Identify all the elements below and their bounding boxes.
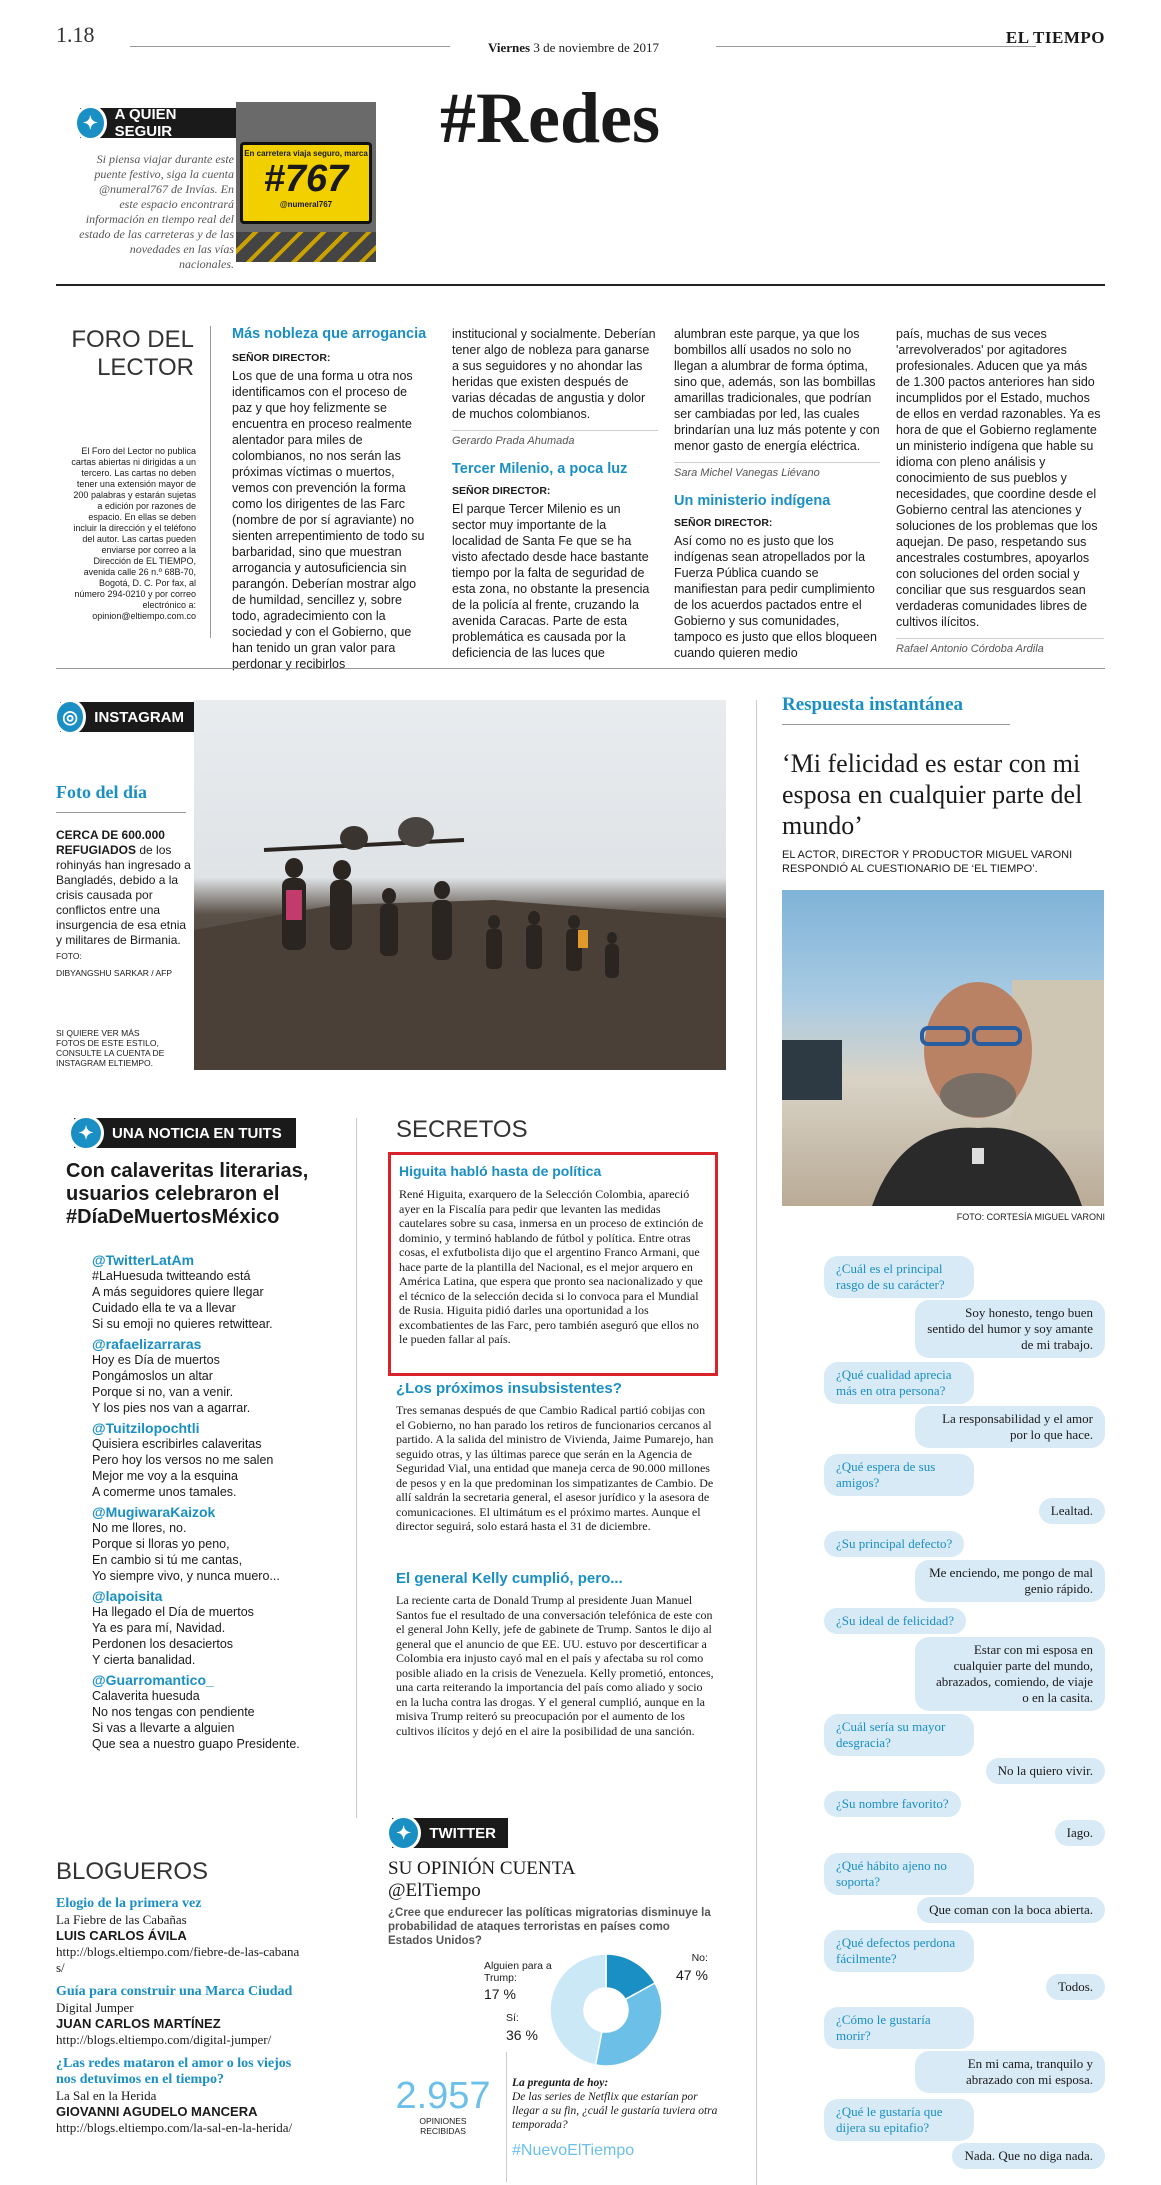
- foto-caption: [56, 828, 192, 981]
- blog-item: [56, 1984, 306, 2048]
- blog-list: [56, 1896, 306, 2144]
- blog-name: La Sal en la Herida: [56, 2088, 157, 2103]
- tuit-item: [92, 1252, 332, 1332]
- tuit-user[interactable]: @TwitterLatAm: [92, 1252, 195, 1268]
- secretos-title: SECRETOS: [396, 1116, 528, 1143]
- poll-label-no: No: 47 %: [676, 1952, 708, 1983]
- secreto-highlight-box: [388, 1152, 718, 1376]
- qa-question: ¿Cuál es el principal rasgo de su carácter?: [824, 1256, 974, 1298]
- letter-title: Más nobleza que arrogancia: [232, 326, 427, 342]
- tuits-vline: [356, 1118, 357, 1818]
- secreto-body: Tres semanas después de que Cambio Radical partió cobijas con el Gobierno, no han parado los retiros de funcionarios cercanos al partido. A la salida del ministro de Vivienda, Jaime Pumarejo, han seguido otras, y las últimas parece que serán en la Agencia de Seguridad Vial, una entidad que maneja cerca de 90.000 millones de pesos y en la que predominan los simpatizantes de Cambio. De allí saldrán la secretaria general, el asesor jurídico y la asesora de comunicaciones. El ultimátum es el próximo martes. Aunque el director seguirá, solo estará hasta el 31 de diciembre.: [396, 1403, 714, 1533]
- next-question-line: [506, 2052, 507, 2182]
- qa-answer: No la quiero vivir.: [986, 1758, 1105, 1784]
- letter-body: Los que de una forma u otra nos identificamos con el proceso de paz y que hoy felizmente se encuentra en proceso realmente alentador para miles de colombianos, no nos serán las próximas víctimas o muertos, vemos con prevención la forma como los dirigentes de las Farc (nombre de por sí agraviante) no sienten arrepentimiento de todo su barbaridad, sino que muestran arrogancia y autosuficiencia sin parangón. Deberían mostrar algo de humildad, sencillez y, sobre todo, agradecimiento con la sociedad y con el Gobierno, que han tenido un gran valor para perdonar y recibirlos: [232, 369, 425, 671]
- qa-answer: Soy honesto, tengo buen sentido del humor y soy amante de mi trabajo.: [915, 1300, 1105, 1358]
- poll-donut: [546, 1950, 666, 2070]
- tuit-user[interactable]: @Tuitzilopochtli: [92, 1420, 200, 1436]
- sign-handle: @numeral767: [279, 200, 333, 209]
- letter-signature: Gerardo Prada Ahumada: [452, 430, 658, 447]
- poll-count-number: 2.957: [395, 2075, 491, 2117]
- section-title: #Redes: [440, 78, 660, 158]
- tuit-line: En cambio si tú me cantas,: [92, 1553, 243, 1567]
- tuit-user[interactable]: @MugiwaraKaizok: [92, 1504, 216, 1520]
- qa-answer: Nada. Que no diga nada.: [952, 2143, 1105, 2169]
- qa-answer: La responsabilidad y el amor por lo que hace.: [915, 1406, 1105, 1448]
- sign-top-text: En carretera viaja seguro, marca: [244, 149, 368, 158]
- refugees-photo: [194, 700, 726, 1070]
- tuit-line: Ya es para mí, Navidad.: [92, 1621, 226, 1635]
- blog-item: [56, 2056, 306, 2136]
- qa-answer: Iago.: [1055, 1820, 1105, 1846]
- foto-line: [56, 812, 186, 813]
- tuit-line: Porque si lloras yo peno,: [92, 1537, 230, 1551]
- tuit-line: Perdonen los desaciertos: [92, 1637, 234, 1651]
- poll-question: ¿Cree que endurecer las políticas migratorias disminuye la probabilidad de ataques terroristas en países como Estados Unidos?: [388, 1907, 711, 1947]
- blog-title[interactable]: Elogio de la primera vez: [56, 1896, 202, 1911]
- tuit-line: Quisiera escribirles calaveritas: [92, 1437, 262, 1451]
- foto-credit: DIBYANGSHU SARKAR / AFP: [56, 968, 173, 978]
- hashtag: #NuevoElTiempo: [512, 2142, 635, 2159]
- letter-salutation: SEÑOR DIRECTOR:: [674, 517, 773, 529]
- letter-col-1: [232, 326, 430, 672]
- tuit-line: A más seguidores quiere llegar: [92, 1285, 264, 1299]
- qa-question: ¿Qué defectos perdona fácilmente?: [824, 1930, 974, 1972]
- tuit-line: Yo siempre vivo, y nunca muero...: [92, 1569, 280, 1583]
- tuit-line: A comerme unos tamales.: [92, 1485, 237, 1499]
- blog-url[interactable]: http://blogs.eltiempo.com/digital-jumper/: [56, 2032, 272, 2047]
- blog-url[interactable]: http://blogs.eltiempo.com/la-sal-en-la-herida/: [56, 2120, 293, 2135]
- letter-signature: Sara Michel Vanegas Liévano: [674, 462, 880, 479]
- letter-title: Un ministerio indígena: [674, 493, 831, 509]
- twitter-badge: ✦ TWITTER: [392, 1818, 508, 1848]
- tuit-line: Calaverita huesuda: [92, 1689, 200, 1703]
- instagram-icon: ◎: [54, 699, 86, 735]
- foto-caption-bold: CERCA DE 600.000 REFUGIADOS: [56, 828, 165, 857]
- varoni-photo: [782, 890, 1104, 1206]
- secreto-title: ¿Los próximos insubsistentes?: [396, 1380, 622, 1397]
- sign-number: #767: [263, 158, 349, 200]
- tuit-line: Si su emoji no quieres retwittear.: [92, 1317, 273, 1331]
- respuesta-kicker-line: [782, 724, 1010, 725]
- blog-author: LUIS CARLOS ÁVILA: [56, 1928, 187, 1943]
- foro-title: FORO DEL LECTOR: [71, 326, 194, 381]
- blog-item: [56, 1896, 306, 1976]
- qa-question: ¿Qué le gustaría que dijera su epitafio?: [824, 2099, 974, 2141]
- blog-title[interactable]: Guía para construir una Marca Ciudad: [56, 1984, 293, 1999]
- respuesta-dek: EL ACTOR, DIRECTOR Y PRODUCTOR MIGUEL VARONI RESPONDIÓ AL CUESTIONARIO DE ‘EL TIEMPO’.: [782, 849, 1073, 875]
- twitter-bird-icon: ✦: [68, 1115, 104, 1151]
- secreto-body: René Higuita, exarquero de la Selección Colombia, apareció ayer en la Fiscalía para pedir que levanten las medidas cautelares sobre su casa, inmersa en un proceso de extinción de dominio, y terminó hablando de fútbol y política. Entre otras cosas, el exfutbolista dijo que el argentino Franco Armani, que hace parte de la plantilla del Nacional, es el mejor arquero en América Latina, que espera que pronto sea nacionalizado y que el técnico de la selección decida si lo convoca para el Mundial de Rusia. Higuita pidió darles una oportunidad a los excombatientes de las Farc, pero también aseguró que ellos no le pueden fallar al país.: [399, 1187, 704, 1346]
- qa-question: ¿Qué cualidad aprecia más en otra persona?: [824, 1362, 974, 1404]
- secreto-body: La reciente carta de Donald Trump al presidente Juan Manuel Santos fue el resultado de una conversación telefónica de este con el general John Kelly, jefe de gabinete de Trump. Santos le dijo al general que el anuncio de que EE. UU. estuvo por descertificar a Colombia era injusto cayó mal en el país y afectaba su rol como posible aliado en la crisis de Venezuela. Kelly prometió, entonces, una carta reiterando la importancia del país como aliado y socio en la lucha contra las drogas. Y el general cumplió, aunque en la misiva Trump reiteró su preocupación por el aumento de los cultivos ilícitos y dejó en el aire la posibilidad de una sanción.: [396, 1593, 714, 1738]
- tuit-line: Que sea a nuestro guapo Presidente.: [92, 1737, 300, 1751]
- letter-body: El parque Tercer Milenio es un sector muy importante de la localidad de Santa Fe que se ha visto afectado desde hace bastante tiempo por la falta de seguridad de esta zona, no obstante la presencia de la policía al frente, cruzando la avenida Caracas. Parte de esta problemática es causada por la deficiencia de las luces que: [452, 502, 650, 660]
- header-divider: [56, 284, 1105, 286]
- instagram-note: SI QUIERE VER MÁS FOTOS DE ESTE ESTILO, CONSULTE LA CUENTA DE INSTAGRAM ELTIEMPO.: [56, 1028, 165, 1068]
- tuit-line: #LaHuesuda twitteando está: [92, 1269, 251, 1283]
- tuit-line: No me llores, no.: [92, 1521, 187, 1535]
- letter-title: Tercer Milenio, a poca luz: [452, 461, 628, 477]
- tuit-line: Y cierta banalidad.: [92, 1653, 196, 1667]
- letter-salutation: SEÑOR DIRECTOR:: [452, 485, 551, 497]
- letter-body: alumbran este parque, ya que los bombillos allí usados no solo no llegan a alumbrar de forma óptima, sino que, además, son las bombillas amarillas tradicionales, que podrían ser cambiadas por led, las cuales brindarían una luz más potente y con menor gasto de energía eléctrica.: [674, 327, 880, 453]
- tuit-item: [92, 1336, 332, 1416]
- tuit-line: Hoy es Día de muertos: [92, 1353, 220, 1367]
- blog-url[interactable]: http://blogs.eltiempo.com/fiebre-de-las-cabanas/: [56, 1944, 300, 1975]
- secreto-title: El general Kelly cumplió, pero...: [396, 1570, 623, 1587]
- blog-author: GIOVANNI AGUDELO MANCERA: [56, 2104, 258, 2119]
- qa-question: ¿Su nombre favorito?: [824, 1791, 961, 1817]
- page-number: 1.18: [56, 22, 95, 47]
- respuesta-vline: [756, 700, 757, 2185]
- letter-body: Así como no es justo que los indígenas sean atropellados por la Fuerza Pública cuando se manifiestan para pedir cumplimiento de los acuerdos pactados entre el Gobierno y sus comunidades, tampoco es justo que ellos bloqueen cuando quieren medio: [674, 534, 877, 660]
- letter-salutation: SEÑOR DIRECTOR:: [232, 352, 331, 364]
- secreto-3: [396, 1570, 716, 1738]
- tuits-badge: ✦ UNA NOTICIA EN TUITS: [74, 1118, 296, 1148]
- blog-name: Digital Jumper: [56, 2000, 134, 2015]
- foto-title: Foto del día: [56, 782, 148, 802]
- secreto-title: Higuita habló hasta de política: [399, 1163, 602, 1179]
- qa-question: ¿Su ideal de felicidad?: [824, 1608, 966, 1634]
- tuit-item: [92, 1420, 332, 1500]
- tuit-user[interactable]: @rafaelizarraras: [92, 1336, 202, 1352]
- poll-slice-2: [550, 1954, 606, 2065]
- varoni-photo-credit: FOTO: CORTESÍA MIGUEL VARONI: [956, 1212, 1105, 1222]
- instagram-badge: ◎ INSTAGRAM: [60, 702, 196, 732]
- tuit-line: Pero hoy los versos no me salen: [92, 1453, 274, 1467]
- tuit-item: [92, 1588, 332, 1668]
- foto-label: FOTO:: [56, 951, 82, 961]
- tuit-item: [92, 1672, 332, 1752]
- letter-body: institucional y socialmente. Deberían tener algo de nobleza para ganarse a sus seguidores y no ahondar las heridas que existen después de varias décadas de angustia y dolor de muchos colombianos.: [452, 327, 656, 421]
- tuits-headline: Con calaveritas literarias, usuarios celebraron el #DíaDeMuertosMéxico: [66, 1160, 309, 1228]
- blog-author: JUAN CARLOS MARTÍNEZ: [56, 2016, 221, 2031]
- next-question: La pregunta de hoy: De las series de Netflix que estarían por llegar a su fin, ¿cuál le gustaría tuviera otra temporada?: [512, 2077, 718, 2131]
- tuit-line: Y los pies nos van a agarrar.: [92, 1401, 251, 1415]
- tuit-line: Pongámoslos un altar: [92, 1369, 213, 1383]
- blog-title[interactable]: ¿Las redes mataron el amor o los viejos nos detuvimos en el tiempo?: [56, 2056, 292, 2087]
- qa-answer: En mi cama, tranquilo y abrazado con mi esposa.: [915, 2051, 1105, 2093]
- twitter-bird-icon: ✦: [74, 105, 107, 141]
- poll-label-si: Sí: 36 %: [506, 2012, 538, 2043]
- qa-question: ¿Qué espera de sus amigos?: [824, 1454, 974, 1496]
- qa-answer: Lealtad.: [1039, 1498, 1105, 1524]
- tuit-line: Cuidado ella te va a llevar: [92, 1301, 236, 1315]
- foro-vline: [210, 326, 211, 638]
- header-date: Viernes 3 de noviembre de 2017: [488, 40, 660, 55]
- header-rule-right: [716, 46, 1036, 47]
- respuesta-headline: ‘Mi felicidad es estar con mi esposa en cualquier parte del mundo’: [782, 749, 1083, 840]
- qa-answer: Que coman con la boca abierta.: [917, 1897, 1105, 1923]
- poll-label-trump: Alguien para a Trump: 17 %: [484, 1960, 552, 2002]
- letter-signature: Rafael Antonio Córdoba Ardila: [896, 638, 1104, 655]
- tuit-line: Si vas a llevarte a alguien: [92, 1721, 235, 1735]
- qa-question: ¿Su principal defecto?: [824, 1531, 964, 1557]
- letter-col-3: [674, 326, 880, 661]
- follow-text: Si piensa viajar durante este puente festivo, siga la cuenta @numeral767 de Invías. En este espacio encontrará información en tiempo real del estado de las carreteras y de las novedades en las vías nacionales.: [79, 152, 234, 271]
- header-rule-left: [130, 46, 450, 47]
- poll-count: 2.957 OPINIONES RECIBIDAS: [390, 2076, 496, 2136]
- qa-question: ¿Qué hábito ajeno no soporta?: [824, 1853, 974, 1895]
- tuit-user[interactable]: @lapoisita: [92, 1588, 163, 1604]
- qa-question: ¿Cuál sería su mayor desgracia?: [824, 1714, 974, 1756]
- follow-sign-image: [236, 102, 376, 262]
- tuit-line: Ha llegado el Día de muertos: [92, 1605, 254, 1619]
- qa-question: ¿Cómo le gustaría morir?: [824, 2007, 974, 2049]
- tuit-user[interactable]: @Guarromantico_: [92, 1672, 214, 1688]
- qa-answer: Estar con mi esposa en cualquier parte del mundo, abrazados, comiendo, de viaje o en la casita.: [915, 1637, 1105, 1711]
- letter-col-2: [452, 326, 658, 661]
- tuits-list: [92, 1248, 332, 1752]
- letter-col-4: [896, 326, 1104, 655]
- blogueros-title: BLOGUEROS: [56, 1858, 209, 1885]
- foro-note: El Foro del Lector no publica cartas abiertas ni dirigidas a un tercero. Las cartas no deben tener una extensión mayor de 200 palabras y estarán sujetas a edición por razones de espacio. En ellas se deben incluir la dirección y el teléfono del autor. Las cartas pueden enviarse por correo a la Dirección de EL TIEMPO, avenida calle 26 n.º 68B-70, Bogotá, D. C. Por fax, al número 294-0210 y por correo electrónico a: opinion@eltiempo.com.co: [71, 446, 196, 621]
- foto-caption-text: de los rohinyás han ingresado a Bangladés, debido a la crisis causada por conflictos entre una insurgencia de esa etnia y militares de Birmania.: [56, 843, 191, 947]
- qa-answer: Todos.: [1046, 1974, 1105, 2000]
- respuesta-kicker: Respuesta instantánea: [782, 694, 964, 715]
- twitter-bird-icon: ✦: [386, 1815, 421, 1851]
- tuit-item: [92, 1504, 332, 1584]
- letter-body: país, muchas de sus veces 'arrevolverados' por agitadores profesionales. Aducen que ya más de 1.300 pactos anteriores han sido incumplidos por el Estado, muchos de ellos en verdad razonables. Ya es hora de que el Gobierno reglamente un ministerio indígena que hable su idioma con pleno análisis y conocimiento de sus pueblos y necesidades, que coordine desde el Gobierno central las atenciones y soluciones de los problemas que los aquejan. De paso, respetando sus ancestrales costumbres, apoyarlos con soluciones del orden social y conciliar que sus resguardos sean verdaderas comunidades libres de cultivos ilícitos.: [896, 327, 1101, 629]
- brand-logo: EL TIEMPO: [1005, 28, 1105, 47]
- tuit-line: Porque si no, van a venir.: [92, 1385, 234, 1399]
- poll-title: SU OPINIÓN CUENTA @ElTiempo: [388, 1858, 576, 1901]
- follow-badge: ✦ A QUIÉN SEGUIR: [80, 108, 236, 138]
- tuit-line: Mejor me voy a la esquina: [92, 1469, 238, 1483]
- secreto-2: [396, 1380, 716, 1534]
- blog-name: La Fiebre de las Cabañas: [56, 1912, 187, 1927]
- foro-divider: [56, 668, 1105, 669]
- tuit-line: No nos tengas con pendiente: [92, 1705, 255, 1719]
- qa-answer: Me enciendo, me pongo de mal genio rápido.: [915, 1560, 1105, 1602]
